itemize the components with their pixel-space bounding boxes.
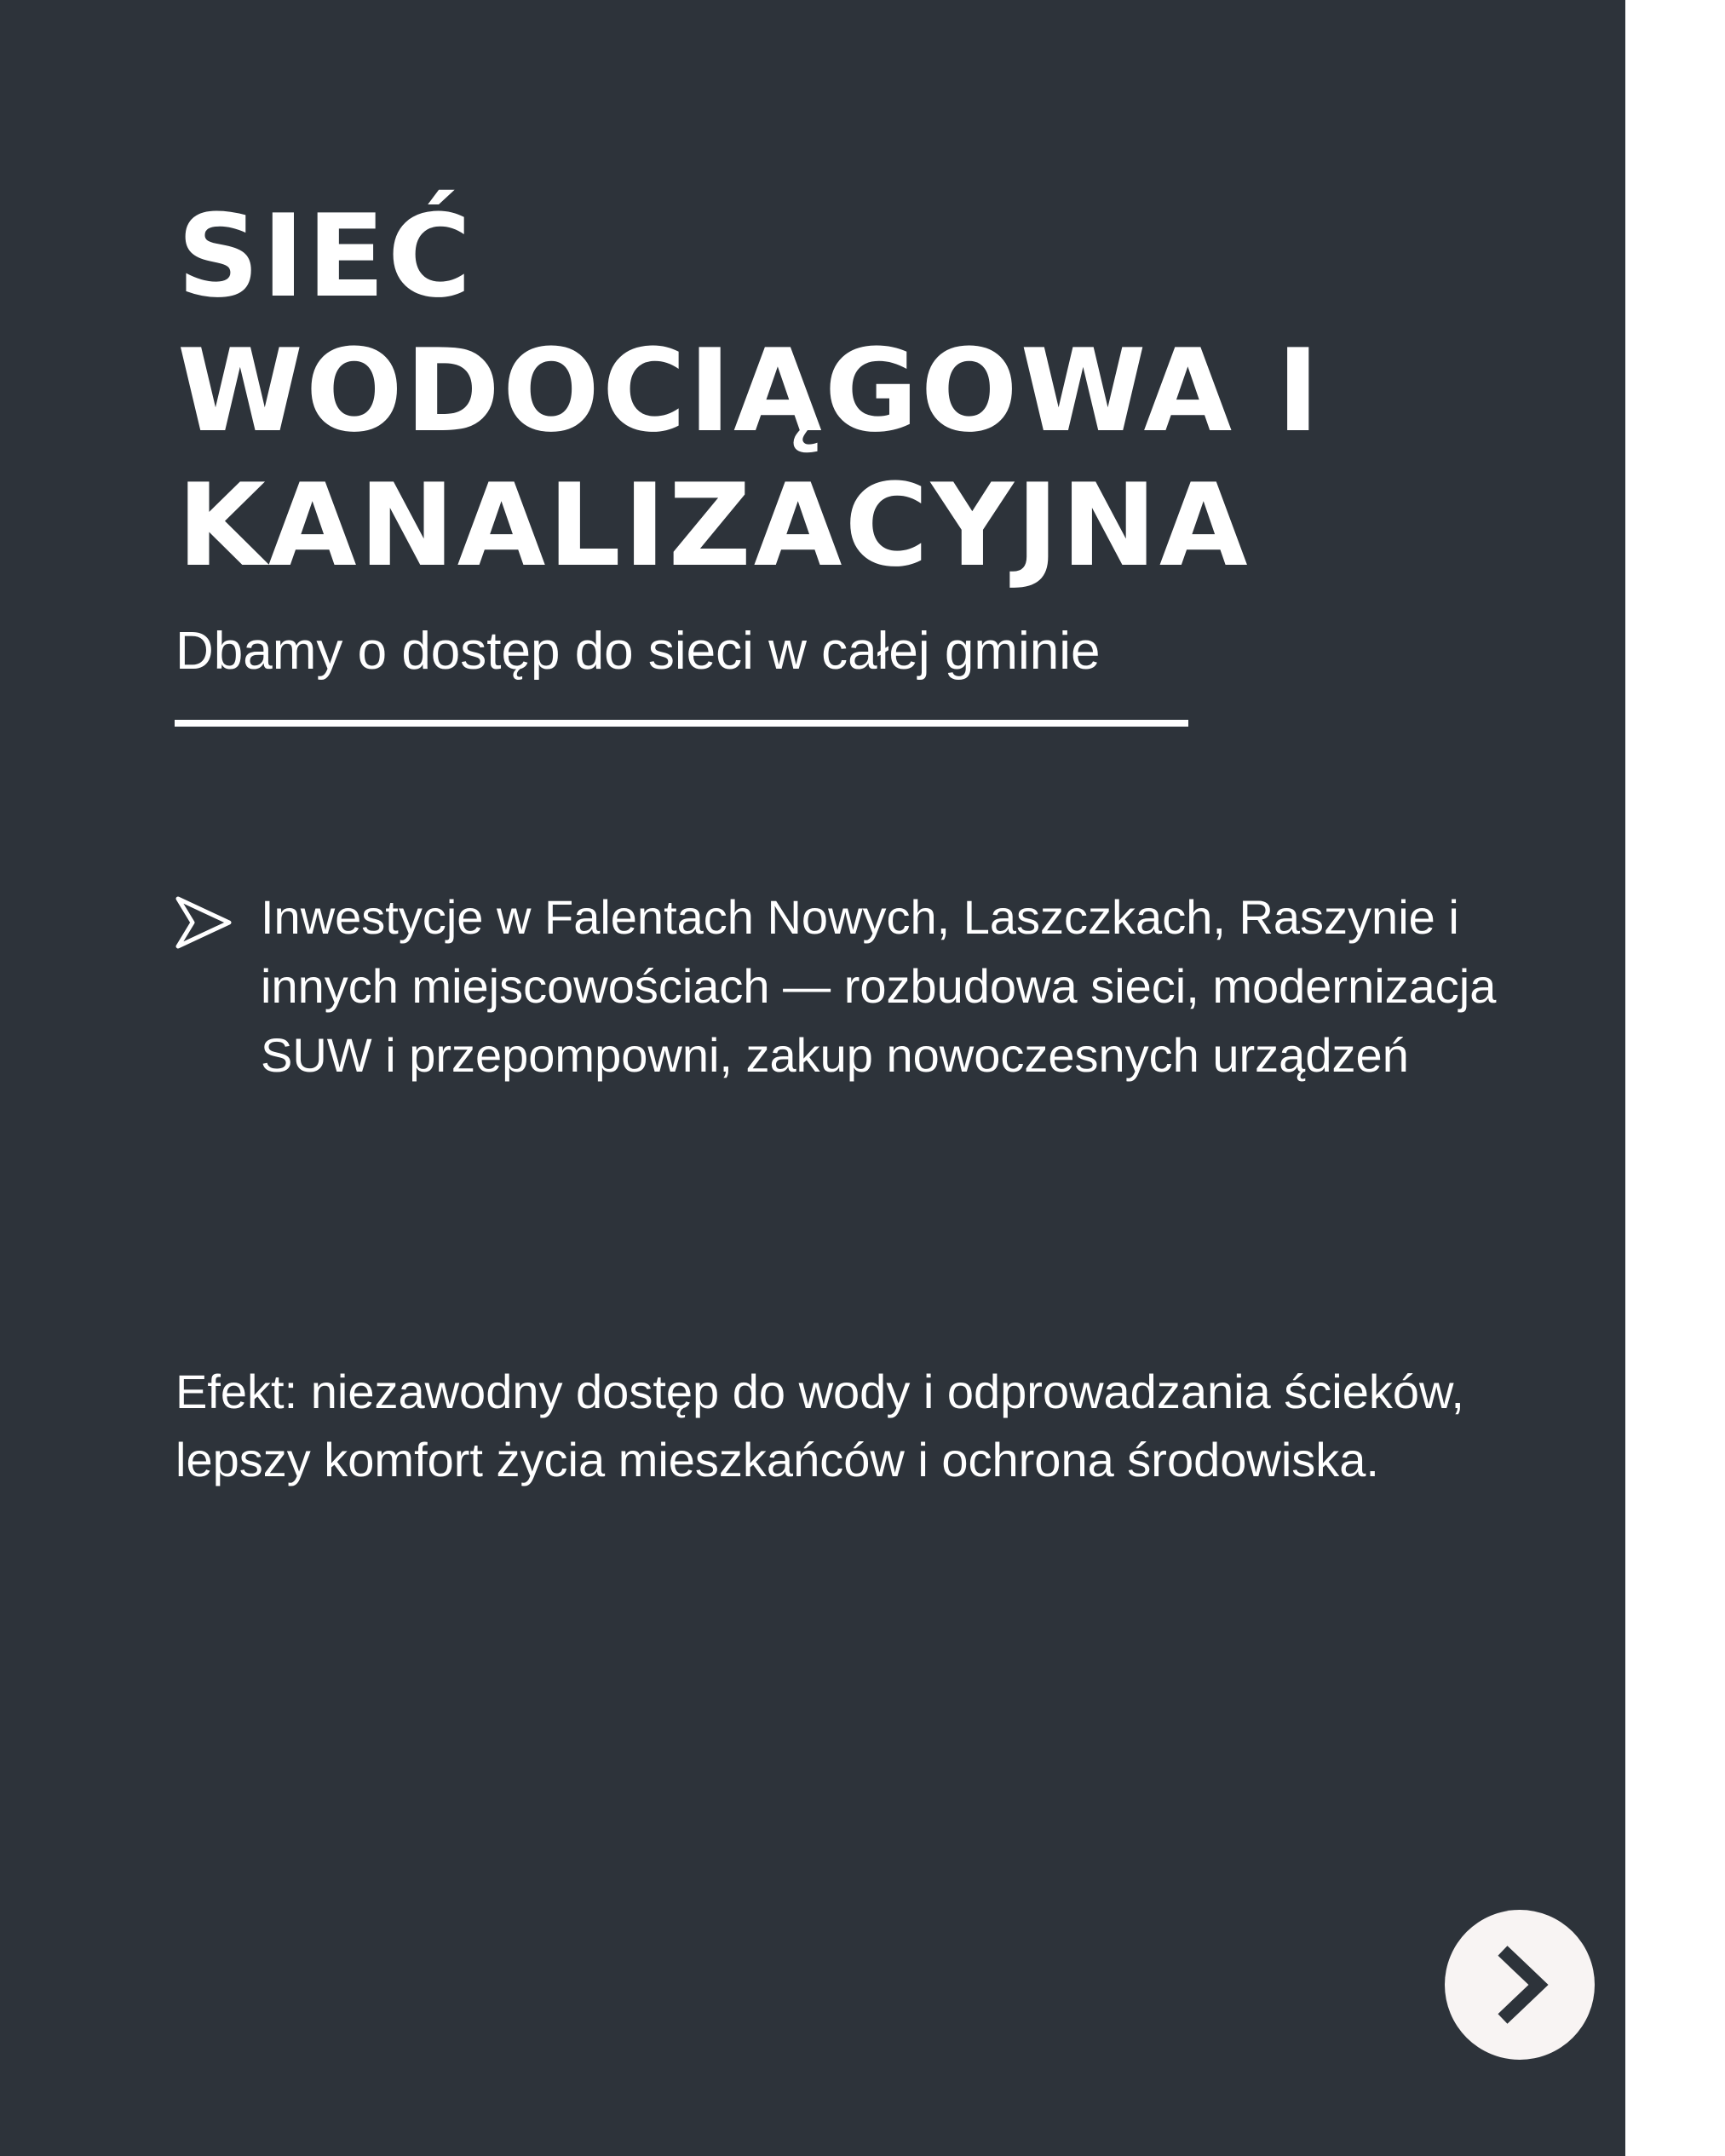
bullet-text: Inwestycje w Falentach Nowych, Laszczkach, Raszynie i innych miejscowościach — rozbudowa sieci, modernizacja SUW i przepompowni, zakup nowoczesnych urządzeń — [261, 890, 1497, 1082]
send-arrow-icon — [174, 894, 233, 951]
divider — [175, 720, 1188, 727]
page-title: SIEĆ WODOCIĄGOWA I KANALIZACYJNA — [177, 190, 1322, 592]
next-button[interactable] — [1445, 1910, 1595, 2060]
effect-text: Efekt: niezawodny dostęp do wody i odprowadzania ścieków, lepszy komfort życia mieszkańców i ochrona środowiska. — [175, 1365, 1464, 1486]
subtitle: Dbamy o dostęp do sieci w całej gminie — [175, 622, 1101, 681]
chevron-right-icon — [1486, 1942, 1554, 2027]
